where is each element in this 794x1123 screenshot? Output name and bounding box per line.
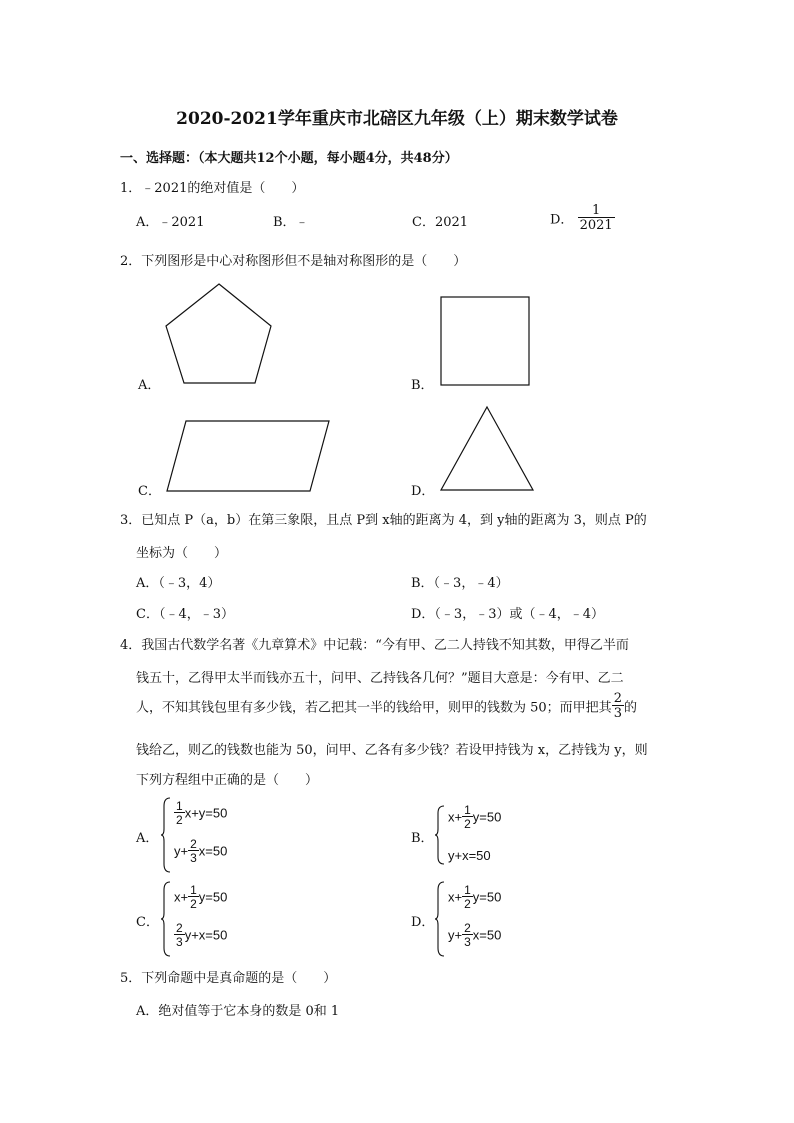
fraction (174, 922, 185, 948)
q1-option-b: B．﹣ (273, 215, 309, 230)
q4-option-b-system (434, 804, 544, 866)
square-shape (441, 297, 529, 385)
equation-text: y+x=50 (184, 927, 228, 943)
q2-stem: 2．下列图形是中心对称图形但不是轴对称图形的是（ ） (120, 254, 467, 269)
fraction-numerator: 2 (176, 921, 183, 935)
fraction-denominator: 3 (176, 935, 183, 949)
brace-icon (434, 880, 446, 958)
q4-line-3-end: 的 (623, 700, 637, 716)
pentagon-figure (160, 280, 280, 390)
triangle-shape (441, 407, 533, 490)
parallelogram-figure (162, 415, 332, 495)
square-figure (436, 294, 534, 387)
q3-line-1: 3．已知点 P（a，b）在第三象限，且点 P到 x轴的距离为 4，到 y轴的距离为 3，则点 P的 (120, 513, 647, 528)
fraction (188, 838, 199, 864)
q4-line-3 (136, 692, 637, 720)
fraction-denominator: 2021 (579, 218, 613, 233)
equation-text: x+ (448, 889, 463, 905)
fraction-denominator: 2 (464, 897, 471, 911)
fraction-numerator: 1 (190, 883, 197, 897)
q4-line-3-text: 人，不知其钱包里有多少钱，若乙把其一半的钱给甲，则甲的钱数为 50；而甲把其 (136, 700, 612, 716)
equation-line (448, 884, 501, 910)
q4-option-a-label: A． (136, 831, 159, 846)
fraction (462, 804, 473, 830)
equation-line (174, 800, 227, 826)
q4-option-d-label: D． (411, 915, 435, 930)
equation-text: x+ (448, 809, 463, 825)
equation-line: y+x=50 (448, 848, 491, 863)
q2-option-b-label: B． (411, 378, 434, 393)
fraction (462, 884, 473, 910)
triangle-figure (436, 402, 536, 494)
q1-option-d (550, 204, 615, 232)
q2-option-a-label: A． (138, 378, 161, 393)
fraction-numerator: 2 (464, 921, 471, 935)
q2-option-c-label: C． (138, 484, 161, 499)
page-title: 2020-2021学年重庆市北碚区九年级（上）期末数学试卷 (176, 109, 618, 129)
fraction-denominator: 3 (190, 851, 197, 865)
equation-text: x=50 (198, 843, 228, 859)
section-heading: 一、选择题：（本大题共12个小题，每小题4分，共48分） (120, 151, 458, 166)
brace-icon (160, 880, 172, 958)
fraction (462, 922, 473, 948)
q3-line-2: 坐标为（ ） (136, 546, 228, 561)
fraction (188, 884, 199, 910)
fraction-numerator: 1 (591, 203, 601, 218)
q3-option-c: C．（﹣4，﹣3） (136, 607, 234, 622)
parallelogram-shape (167, 421, 329, 491)
fraction-numerator: 1 (464, 883, 471, 897)
q1-option-c: C．2021 (412, 215, 469, 230)
q4-option-a-system (160, 796, 270, 874)
brace-icon (160, 796, 172, 874)
q4-option-c-system (160, 880, 270, 958)
q4-option-d-system (434, 880, 544, 958)
equation-text: y+ (448, 927, 463, 943)
brace-icon (434, 804, 446, 866)
equation-text: y=50 (472, 809, 502, 825)
equation-text: x+y=50 (184, 805, 228, 821)
fraction (174, 800, 185, 826)
equation-line (448, 922, 501, 948)
pentagon-shape (166, 284, 271, 383)
equation-text: y=50 (198, 889, 228, 905)
equation-text: y+ (174, 843, 189, 859)
q3-option-a: A．（﹣3，4） (136, 576, 221, 591)
equation-text: x+ (174, 889, 189, 905)
q4-line-2: 钱五十，乙得甲太半而钱亦五十，问甲、乙持钱各几何？”题目大意是：今有甲、乙二 (136, 671, 624, 686)
fraction-denominator: 2 (176, 813, 183, 827)
q2-option-d-label: D． (411, 484, 435, 499)
fraction-denominator: 2 (190, 897, 197, 911)
equation-line (448, 804, 501, 830)
equation-line (174, 922, 227, 948)
q3-option-d: D．（﹣3，﹣3）或（﹣4，﹣4） (411, 607, 605, 622)
fraction-denominator: 2 (464, 817, 471, 831)
q4-line-4: 钱给乙，则乙的钱数也能为 50，问甲、乙各有多少钱？若设甲持钱为 x，乙持钱为 y，则 (136, 743, 648, 758)
q1-option-a: A．﹣2021 (136, 215, 205, 230)
equation-line (174, 838, 227, 864)
q3-option-b: B．（﹣3，﹣4） (411, 576, 509, 591)
q4-line-1: 4．我国古代数学名著《九章算术》中记载：“今有甲、乙二人持钱不知其数，甲得乙半而 (120, 638, 629, 653)
fraction-denominator: 3 (464, 935, 471, 949)
equation-text: x=50 (472, 927, 502, 943)
q1-option-d-label: D． (550, 212, 574, 228)
q1-stem: 1．﹣2021的绝对值是（ ） (120, 181, 305, 196)
fraction-numerator: 2 (190, 837, 197, 851)
equation-line (174, 884, 227, 910)
fraction-numerator: 1 (176, 799, 183, 813)
q4-line-5: 下列方程组中正确的是（ ） (136, 773, 319, 788)
fraction (612, 692, 624, 720)
equation-text: y=50 (472, 889, 502, 905)
fraction-denominator: 3 (613, 706, 622, 721)
fraction (578, 204, 615, 232)
q4-option-b-label: B． (411, 831, 434, 846)
fraction-numerator: 2 (613, 691, 622, 706)
q5-option-a: A．绝对值等于它本身的数是 0和 1 (136, 1004, 340, 1019)
q5-stem: 5．下列命题中是真命题的是（ ） (120, 971, 337, 986)
q4-option-c-label: C． (136, 915, 159, 930)
fraction-numerator: 1 (464, 803, 471, 817)
